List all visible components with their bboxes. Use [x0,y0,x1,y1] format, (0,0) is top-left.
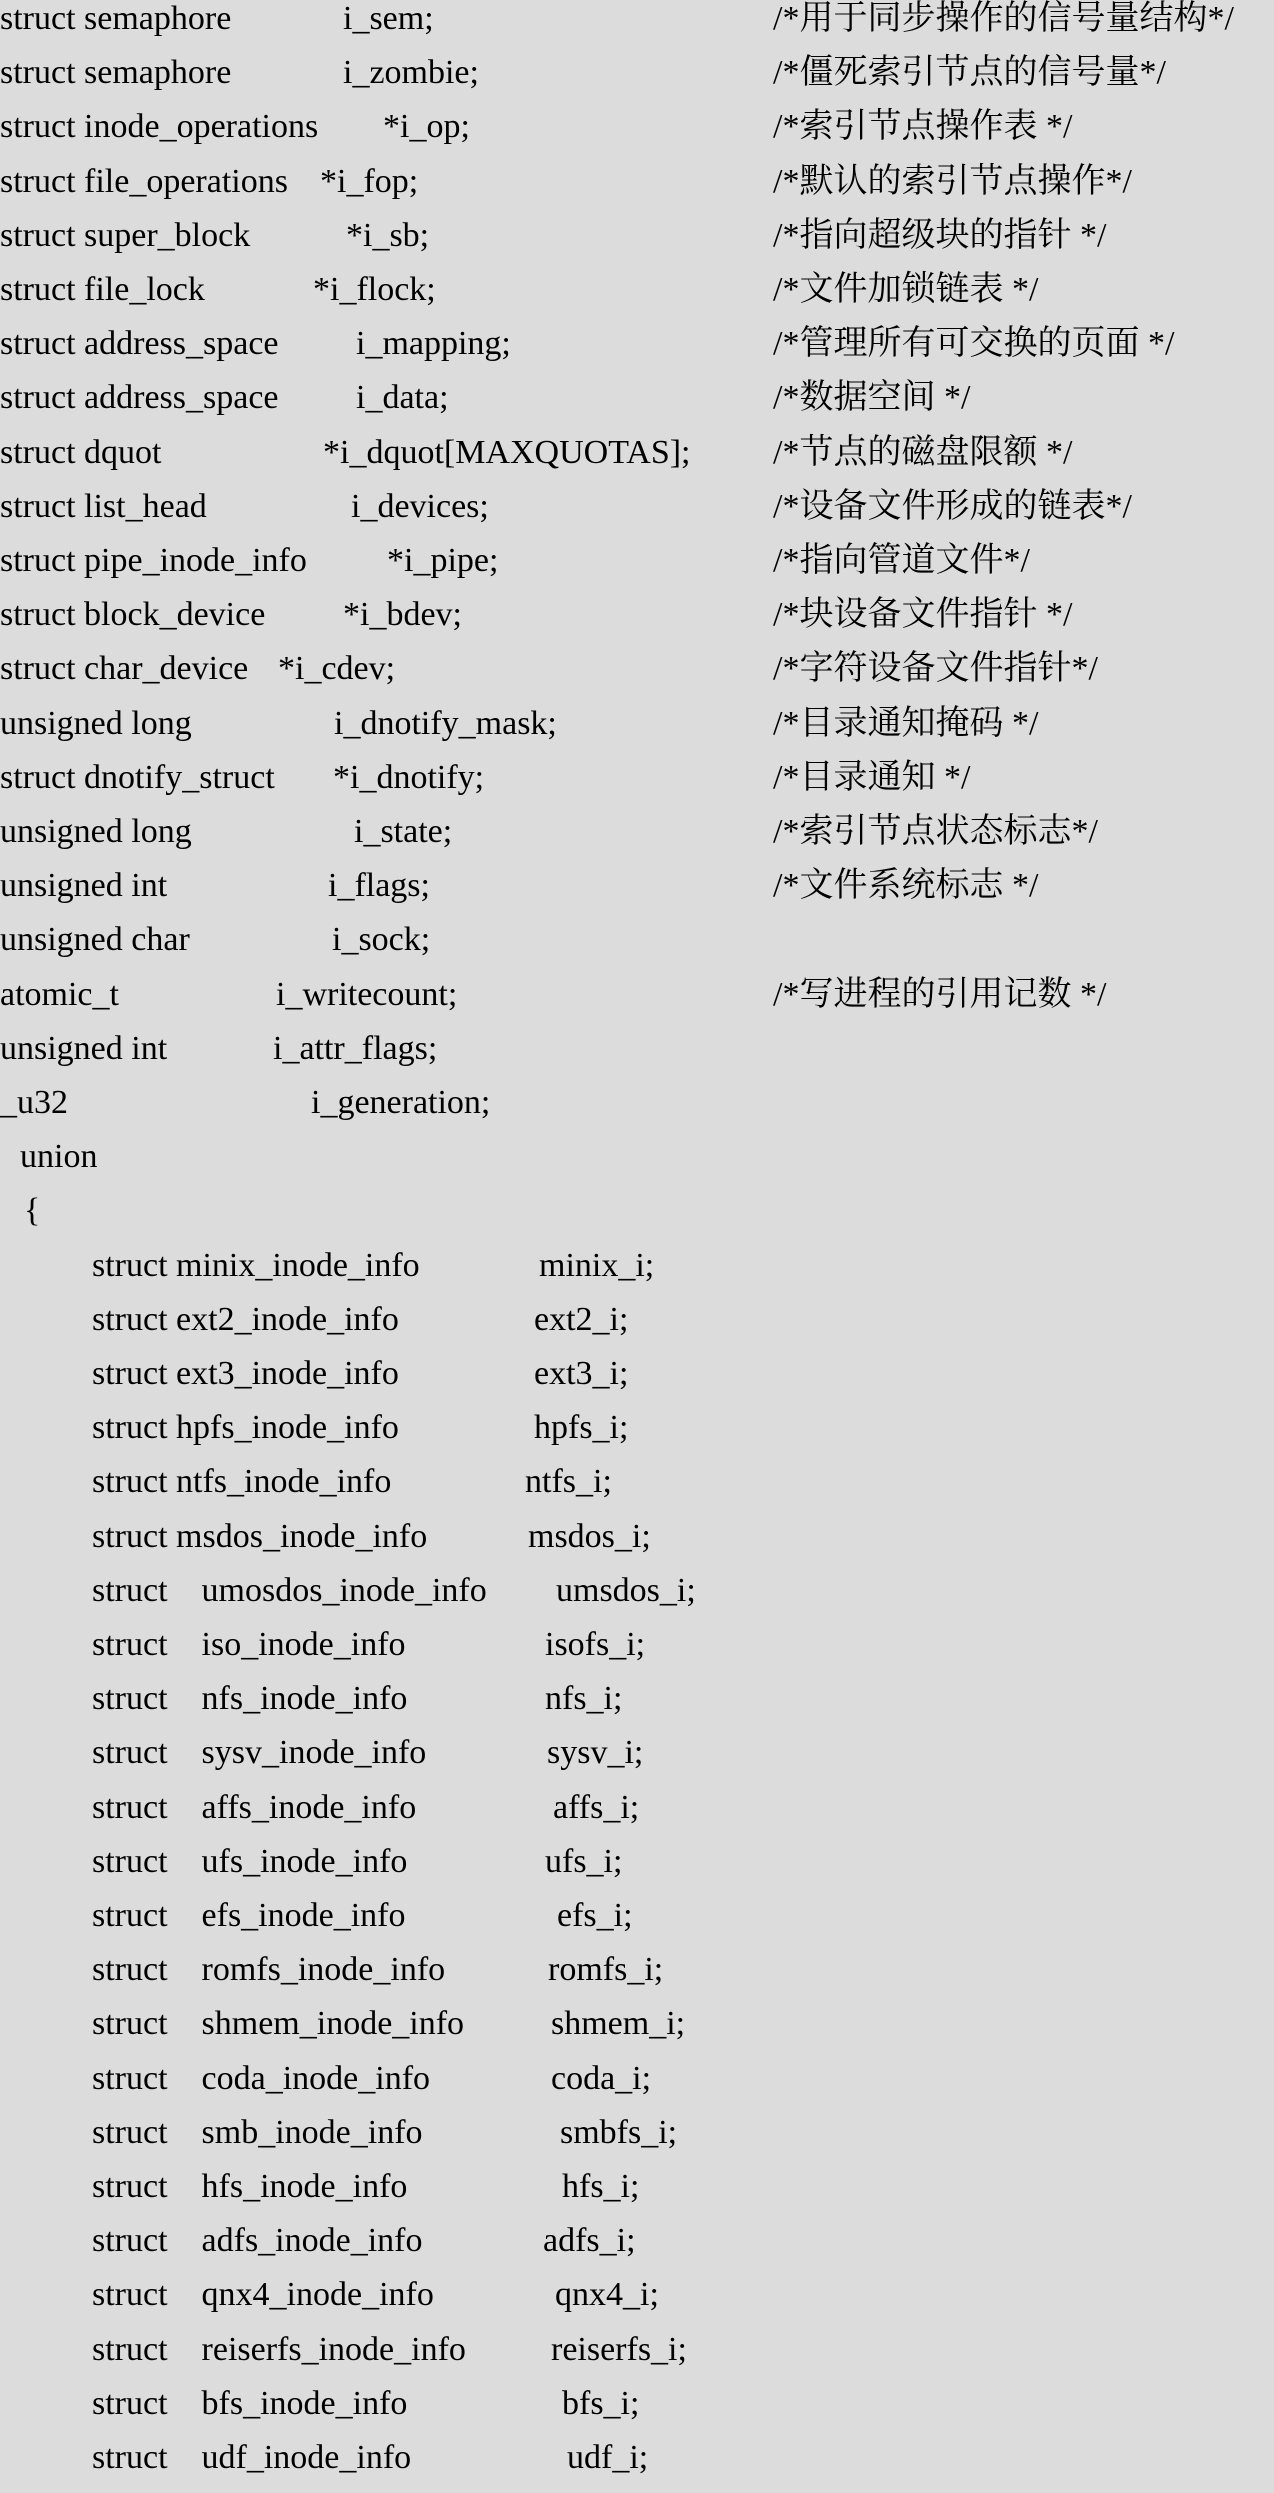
field-type: union [20,1138,98,1176]
code-line [0,1301,1274,1355]
field-type: struct address_space [0,379,279,417]
field-type: struct hpfs_inode_info [92,1409,399,1447]
field-type: { [24,1192,41,1230]
field-name: isofs_i; [545,1626,646,1663]
field-name: adfs_i; [543,2222,636,2260]
field-type: unsigned char [0,921,190,959]
field-name: *i_flock; [313,271,436,308]
field-comment: /*管理所有可交换的页面 */ [773,325,1175,363]
field-name: nfs_i; [545,1680,623,1718]
field-type: struct qnx4_inode_info [92,2276,434,2314]
field-type: struct udf_inode_info [92,2439,412,2476]
code-line [0,488,1274,542]
field-comment: /*索引节点状态标志*/ [773,813,1098,850]
field-comment: /*文件系统标志 */ [773,867,1039,905]
code-line [0,1138,1274,1192]
field-type: struct romfs_inode_info [92,1951,446,1989]
code-line [0,163,1274,217]
code-line [0,1192,1274,1246]
field-name: *i_fop; [320,162,419,200]
field-name: i_sock; [332,921,431,959]
code-line [0,1843,1274,1897]
field-type: unsigned long [0,704,192,742]
field-name: i_mapping; [356,325,511,363]
code-line [0,2060,1274,2114]
field-name: *i_bdev; [343,596,462,634]
code-line [0,1572,1274,1626]
code-line [0,271,1274,325]
code-line [0,976,1274,1030]
code-line [0,1030,1274,1084]
code-line [0,2331,1274,2385]
field-name: sysv_i; [547,1734,644,1772]
field-name: i_data; [356,379,449,417]
field-name: i_devices; [351,487,489,525]
field-type: struct minix_inode_info [92,1246,420,1284]
field-comment: /*设备文件形成的链表*/ [773,487,1132,525]
field-name: affs_i; [553,1788,640,1826]
field-type: struct shmem_inode_info [92,2005,465,2043]
code-line [0,596,1274,650]
field-type: struct msdos_inode_info [92,1517,428,1555]
field-type: struct dnotify_struct [0,758,275,796]
field-name: ntfs_i; [525,1463,612,1501]
code-line [0,705,1274,759]
code-line [0,1409,1274,1463]
code-line [0,1247,1274,1301]
field-type: struct semaphore [0,54,232,92]
code-line [0,542,1274,596]
code-line [0,2439,1274,2493]
field-type: _u32 [0,1084,68,1121]
code-line [0,2276,1274,2330]
code-line [0,867,1274,921]
field-name: smbfs_i; [560,2113,678,2151]
field-comment: /*默认的索引节点操作*/ [773,162,1132,200]
field-type: struct semaphore [0,0,232,37]
field-name: i_state; [354,813,453,850]
field-comment: /*僵死索引节点的信号量*/ [773,54,1166,92]
field-type: struct address_space [0,325,279,363]
code-line [0,650,1274,704]
field-type: struct ext3_inode_info [92,1355,399,1392]
code-line [0,1084,1274,1138]
field-type: struct ufs_inode_info [92,1842,408,1880]
field-type: atomic_t [0,975,119,1013]
code-line [0,921,1274,975]
field-type: struct reiserfs_inode_info [92,2330,466,2368]
field-type: struct efs_inode_info [92,1897,406,1934]
field-name: qnx4_i; [555,2276,659,2314]
field-name: romfs_i; [548,1951,664,1989]
field-comment: /*索引节点操作表 */ [773,108,1073,146]
code-line [0,1680,1274,1734]
field-name: i_attr_flags; [273,1029,438,1067]
field-type: struct list_head [0,487,207,525]
field-name: *i_sb; [346,216,430,254]
field-name: *i_op; [383,108,470,146]
field-name: coda_i; [551,2059,652,2097]
field-comment: /*块设备文件指针 */ [773,596,1073,634]
code-line [0,813,1274,867]
field-type: struct nfs_inode_info [92,1680,408,1718]
field-type: struct file_lock [0,271,205,308]
field-type: struct affs_inode_info [92,1788,417,1826]
field-type: struct smb_inode_info [92,2113,423,2151]
field-name: udf_i; [567,2439,649,2476]
field-type: struct iso_inode_info [92,1626,406,1663]
field-name: i_zombie; [343,54,479,92]
field-name: i_generation; [311,1084,491,1121]
field-name: i_dnotify_mask; [334,704,557,742]
field-comment: /*目录通知 */ [773,758,971,796]
code-line [0,2005,1274,2059]
code-line [0,2114,1274,2168]
field-type: struct dquot [0,433,162,471]
code-line [0,434,1274,488]
field-type: struct ntfs_inode_info [92,1463,392,1501]
field-type: struct ext2_inode_info [92,1300,399,1338]
field-name: i_sem; [343,0,434,37]
field-comment: /*指向超级块的指针 */ [773,216,1107,254]
field-comment: /*目录通知掩码 */ [773,704,1039,742]
field-type: struct inode_operations [0,108,319,146]
code-line [0,0,1274,54]
field-name: ext3_i; [534,1355,629,1392]
code-line [0,759,1274,813]
code-line [0,1789,1274,1843]
code-line [0,379,1274,433]
field-type: struct adfs_inode_info [92,2222,423,2260]
field-type: struct char_device [0,650,249,688]
field-name: i_writecount; [276,975,458,1013]
field-name: *i_cdev; [278,650,396,688]
code-line [0,1897,1274,1951]
field-type: struct block_device [0,596,266,634]
field-name: ext2_i; [534,1300,629,1338]
code-line [0,1355,1274,1409]
field-comment: /*文件加锁链表 */ [773,271,1039,308]
field-comment: /*写进程的引用记数 */ [773,975,1107,1013]
field-comment: /*节点的磁盘限额 */ [773,433,1073,471]
field-type: struct bfs_inode_info [92,2384,408,2422]
field-type: struct hfs_inode_info [92,2168,408,2205]
field-name: i_flags; [328,867,430,905]
code-line [0,108,1274,162]
field-name: reiserfs_i; [551,2330,687,2368]
field-type: struct coda_inode_info [92,2059,431,2097]
field-type: struct umosdos_inode_info [92,1571,487,1609]
field-name: shmem_i; [551,2005,686,2043]
field-type: struct sysv_inode_info [92,1734,427,1772]
field-name: msdos_i; [528,1517,651,1555]
field-name: umsdos_i; [556,1571,696,1609]
field-comment: /*数据空间 */ [773,379,971,417]
code-line [0,2385,1274,2439]
field-comment: /*指向管道文件*/ [773,542,1030,579]
field-name: hfs_i; [562,2168,640,2205]
field-comment: /*字符设备文件指针*/ [773,650,1098,688]
field-name: ufs_i; [545,1842,623,1880]
field-type: unsigned long [0,813,192,850]
code-line [0,1518,1274,1572]
field-type: struct super_block [0,216,251,254]
field-type: unsigned int [0,1029,168,1067]
field-name: hpfs_i; [534,1409,629,1447]
code-line [0,2222,1274,2276]
field-comment: /*用于同步操作的信号量结构*/ [773,0,1234,37]
field-name: *i_dquot[MAXQUOTAS]; [323,433,691,471]
code-line [0,1734,1274,1788]
field-type: unsigned int [0,867,168,905]
field-name: *i_pipe; [387,542,499,579]
code-line [0,1626,1274,1680]
field-name: *i_dnotify; [333,758,485,796]
code-line [0,2168,1274,2222]
code-line [0,325,1274,379]
field-name: minix_i; [539,1246,655,1284]
code-line [0,1951,1274,2005]
field-type: struct file_operations [0,162,288,200]
code-line [0,54,1274,108]
code-line [0,217,1274,271]
field-name: bfs_i; [562,2384,640,2422]
field-type: struct pipe_inode_info [0,542,307,579]
code-line [0,1463,1274,1517]
field-name: efs_i; [557,1897,633,1934]
